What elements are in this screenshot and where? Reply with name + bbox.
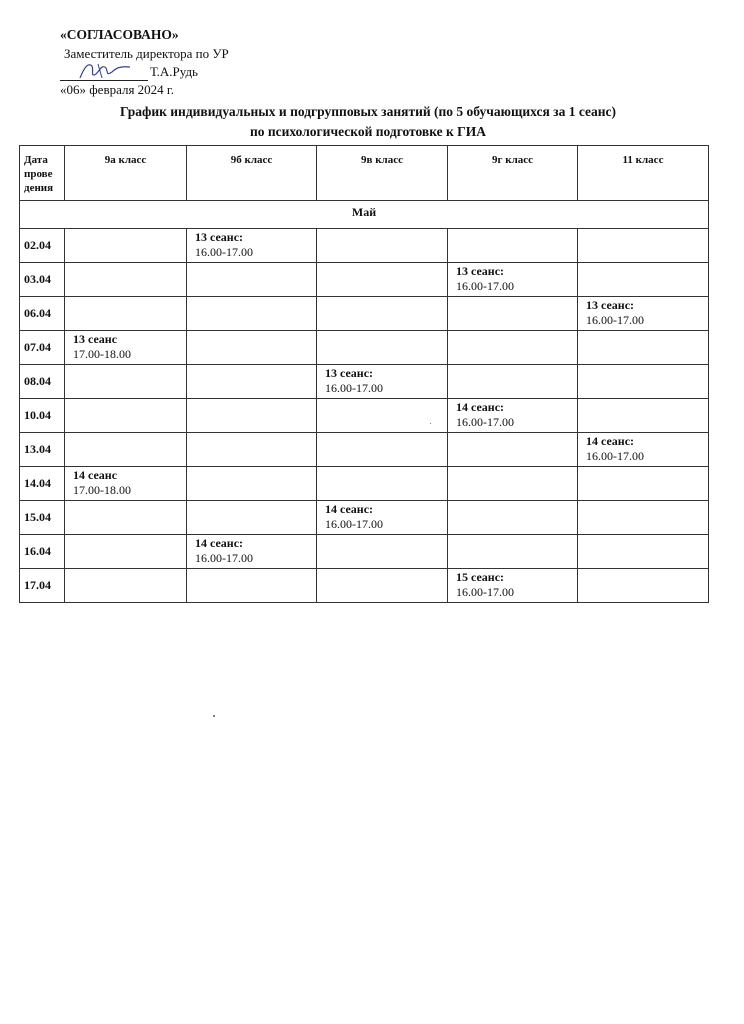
table-row: [20, 399, 709, 433]
date-cell: 03.04: [20, 263, 65, 297]
schedule-cell: [187, 399, 317, 433]
date-cell: 10.04: [20, 399, 65, 433]
schedule-cell: [578, 399, 709, 433]
schedule-cell: [448, 467, 578, 501]
session-entry: [65, 467, 186, 498]
schedule-cell: [65, 433, 187, 467]
document-title: График индивидуальных и подгрупповых занятий (по 5 обучающихся за 1 сеанс): [120, 104, 616, 119]
date-cell: 17.04: [20, 569, 65, 603]
schedule-cell: [187, 365, 317, 399]
schedule-cell: [65, 399, 187, 433]
session-name: 14 сеанс:: [325, 502, 374, 516]
schedule-cell: [578, 501, 709, 535]
session-entry: [578, 433, 708, 464]
schedule-cell: [448, 399, 578, 433]
session-entry: [578, 297, 708, 328]
schedule-cell: [317, 229, 448, 263]
session-time: 17.00-18.00: [73, 483, 131, 497]
schedule-cell: [317, 331, 448, 365]
session-entry: [317, 501, 447, 532]
schedule-cell: [578, 467, 709, 501]
schedule-cell: [578, 263, 709, 297]
schedule-cell: [448, 263, 578, 297]
session-name: 14 сеанс: [73, 468, 118, 482]
approval-block: [60, 26, 229, 98]
class-column-header: 9а класс: [65, 146, 187, 201]
session-name: 14 сеанс:: [456, 400, 505, 414]
schedule-cell: [65, 569, 187, 603]
schedule-cell: [578, 229, 709, 263]
schedule-cell: [578, 331, 709, 365]
schedule-cell: [317, 433, 448, 467]
schedule-cell: [187, 501, 317, 535]
schedule-cell: [578, 297, 709, 331]
date-cell: 16.04: [20, 535, 65, 569]
schedule-cell: [578, 535, 709, 569]
schedule-cell: [65, 501, 187, 535]
schedule-cell: [317, 501, 448, 535]
session-entry: [317, 365, 447, 396]
schedule-cell: [187, 331, 317, 365]
month-label: Май: [20, 201, 709, 229]
table-row: [20, 501, 709, 535]
schedule-cell: [65, 229, 187, 263]
session-name: 13 сеанс:: [456, 264, 505, 278]
schedule-cell: [578, 433, 709, 467]
date-cell: 13.04: [20, 433, 65, 467]
signature-underline: [60, 66, 148, 81]
session-entry: [65, 331, 186, 362]
scan-speck: [213, 715, 215, 717]
table-row: [20, 569, 709, 603]
session-name: 13 сеанс:: [586, 298, 635, 312]
date-cell: 06.04: [20, 297, 65, 331]
schedule-cell: [448, 229, 578, 263]
session-time: 16.00-17.00: [325, 381, 383, 395]
date-column-header: Дата прове дения: [20, 146, 65, 201]
table-row: [20, 229, 709, 263]
session-time: 16.00-17.00: [325, 517, 383, 531]
table-row: [20, 297, 709, 331]
scan-speck: [430, 423, 431, 424]
schedule-cell: [187, 263, 317, 297]
session-entry: [448, 263, 577, 294]
session-time: 16.00-17.00: [456, 415, 514, 429]
table-row: [20, 365, 709, 399]
date-cell: 07.04: [20, 331, 65, 365]
schedule-cell: [448, 569, 578, 603]
approval-heading: «СОГЛАСОВАНО»: [60, 27, 179, 42]
schedule-cell: [448, 535, 578, 569]
schedule-cell: [448, 331, 578, 365]
class-column-header: 9г класс: [448, 146, 578, 201]
signatory-name: Т.А.Рудь: [150, 63, 198, 79]
session-name: 13 сеанс:: [195, 230, 244, 244]
approval-date: «06» февраля 2024 г.: [60, 81, 175, 97]
date-cell: 02.04: [20, 229, 65, 263]
handwritten-signature: [76, 58, 136, 82]
date-cell: 15.04: [20, 501, 65, 535]
table-row: [20, 535, 709, 569]
schedule-cell: [317, 467, 448, 501]
schedule-cell: [65, 535, 187, 569]
schedule-cell: [317, 297, 448, 331]
schedule-cell: [65, 297, 187, 331]
session-time: 16.00-17.00: [456, 279, 514, 293]
schedule-cell: [65, 263, 187, 297]
session-time: 16.00-17.00: [195, 551, 253, 565]
table-row: [20, 263, 709, 297]
schedule-cell: [448, 297, 578, 331]
schedule-cell: [187, 467, 317, 501]
schedule-cell: [65, 365, 187, 399]
schedule-cell: [448, 501, 578, 535]
session-name: 13 сеанс: [73, 332, 118, 346]
session-name: 14 сеанс:: [586, 434, 635, 448]
schedule-cell: [65, 331, 187, 365]
table-header-row: [20, 146, 709, 201]
class-column-header: 9б класс: [187, 146, 317, 201]
schedule-cell: [448, 433, 578, 467]
approver-position: Заместитель директора по УР: [64, 45, 229, 61]
schedule-cell: [317, 569, 448, 603]
table-row: [20, 331, 709, 365]
schedule-cell: [578, 365, 709, 399]
schedule-cell: [448, 365, 578, 399]
session-entry: [448, 569, 577, 600]
session-name: 14 сеанс:: [195, 536, 244, 550]
document-subtitle: по психологической подготовке к ГИА: [249, 124, 487, 139]
session-name: 15 сеанс:: [456, 570, 505, 584]
signature-line: [60, 63, 229, 81]
schedule-cell: [65, 467, 187, 501]
table-row: [20, 467, 709, 501]
session-time: 16.00-17.00: [586, 313, 644, 327]
session-entry: [187, 229, 316, 260]
schedule-table: [19, 145, 709, 603]
session-time: 17.00-18.00: [73, 347, 131, 361]
session-time: 16.00-17.00: [456, 585, 514, 599]
schedule-cell: [578, 569, 709, 603]
date-cell: 08.04: [20, 365, 65, 399]
schedule-cell: [317, 263, 448, 297]
schedule-cell: [317, 399, 448, 433]
schedule-cell: [187, 297, 317, 331]
session-name: 13 сеанс:: [325, 366, 374, 380]
table-row: [20, 433, 709, 467]
session-time: 16.00-17.00: [195, 245, 253, 259]
session-entry: [187, 535, 316, 566]
schedule-cell: [187, 569, 317, 603]
schedule-cell: [317, 365, 448, 399]
schedule-cell: [187, 535, 317, 569]
schedule-cell: [187, 433, 317, 467]
session-entry: [448, 399, 577, 430]
schedule-cell: [187, 229, 317, 263]
class-column-header: 9в класс: [317, 146, 448, 201]
schedule-cell: [317, 535, 448, 569]
month-row: [20, 201, 709, 229]
date-cell: 14.04: [20, 467, 65, 501]
class-column-header: 11 класс: [578, 146, 709, 201]
session-time: 16.00-17.00: [586, 449, 644, 463]
